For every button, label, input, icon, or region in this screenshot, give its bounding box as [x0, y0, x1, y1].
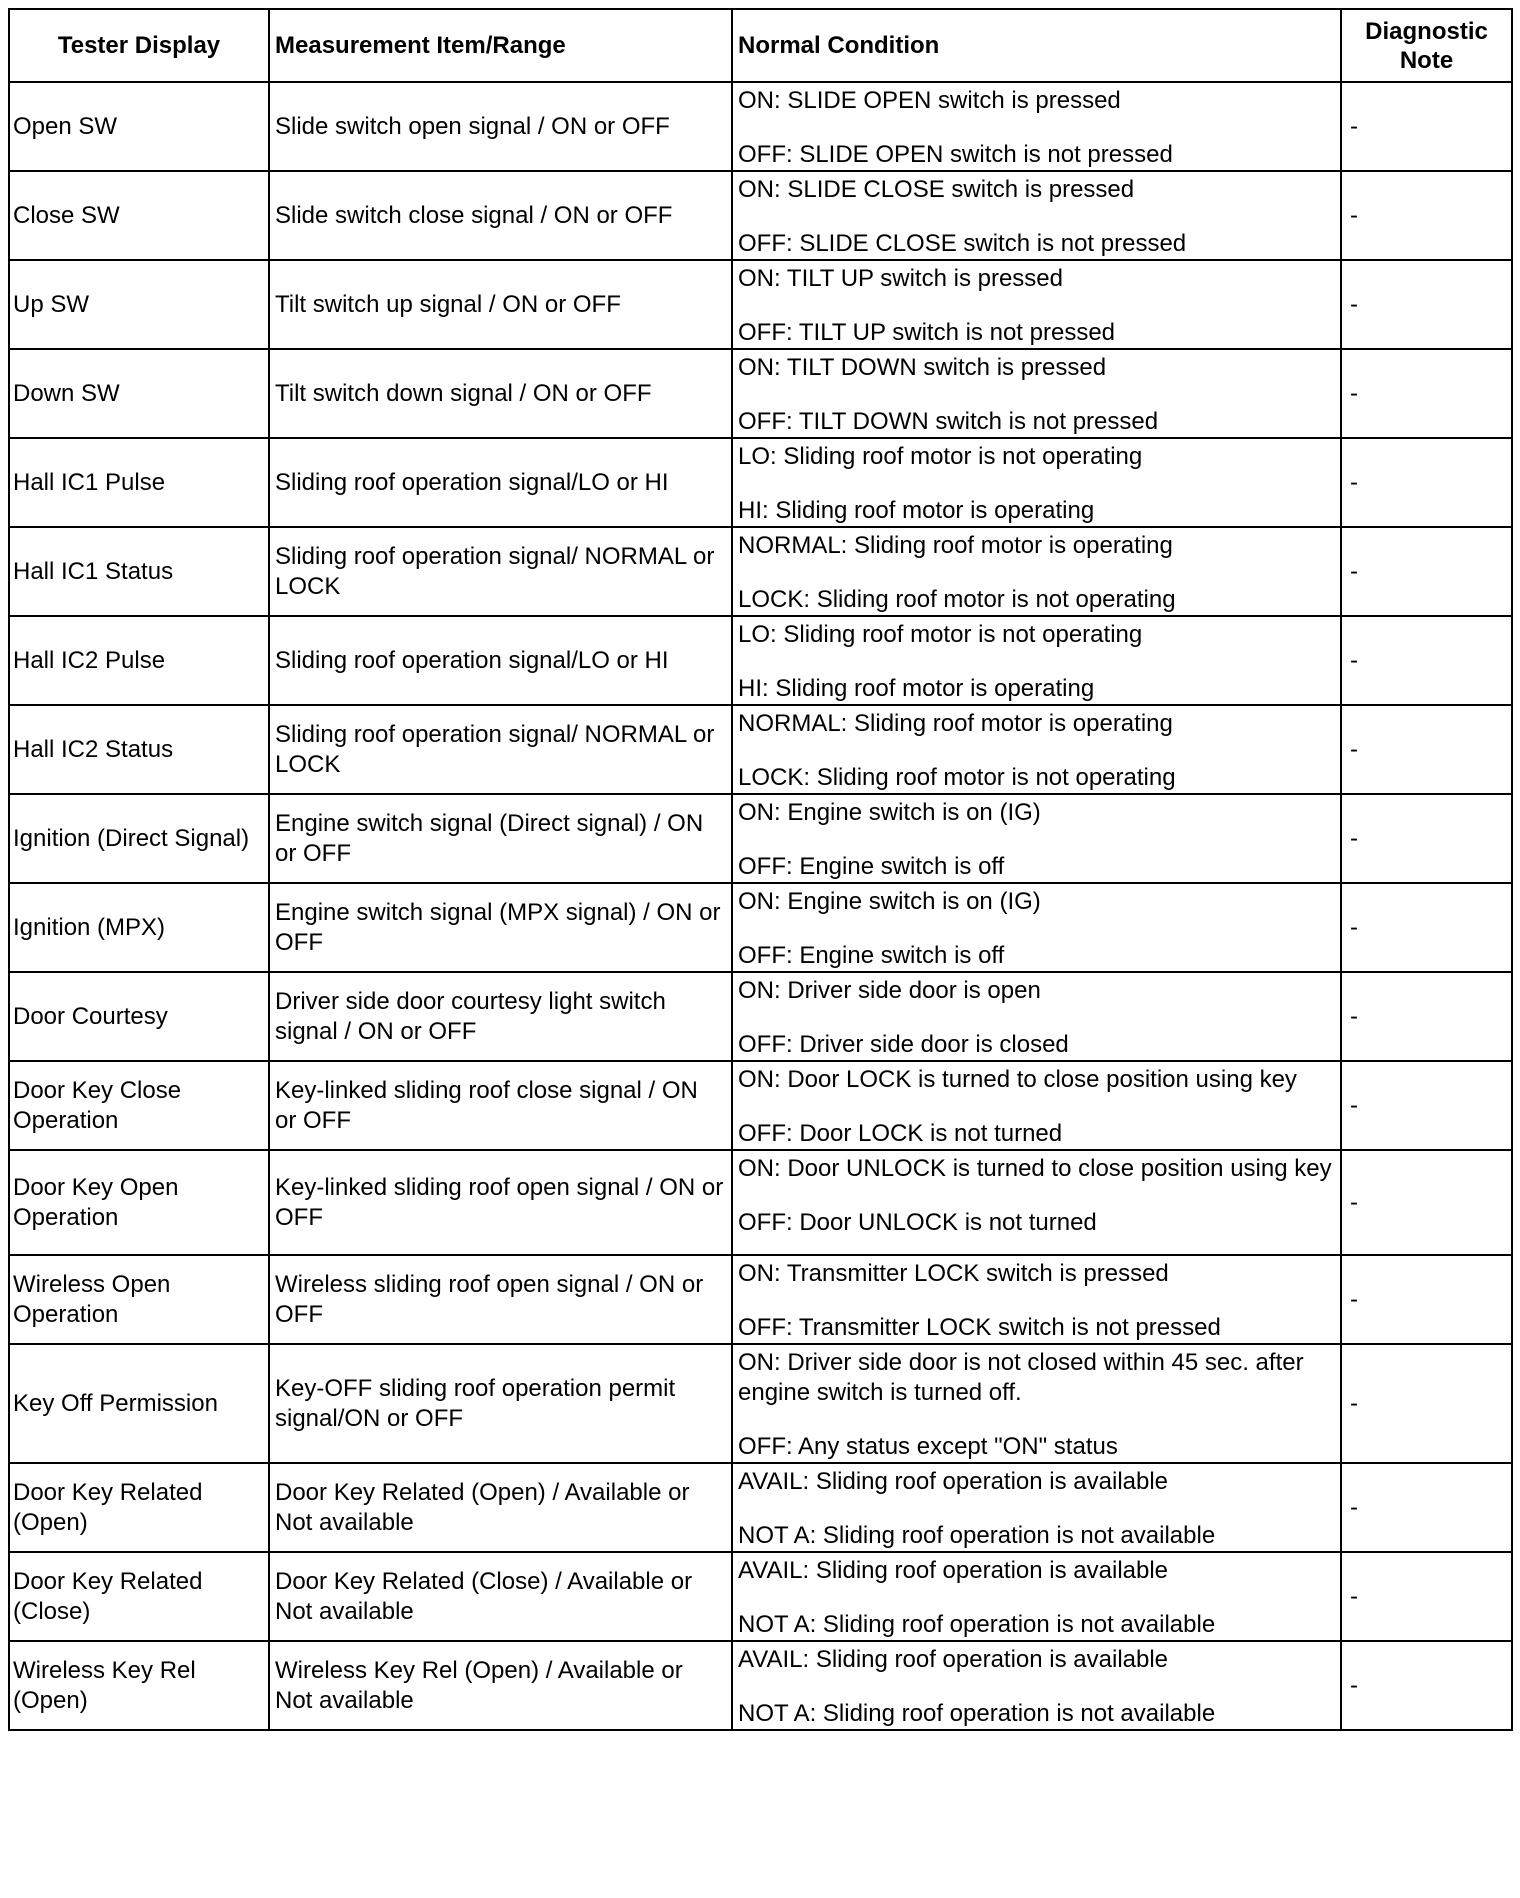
- tester-display-cell: Down SW: [9, 349, 269, 438]
- measurement-cell: Wireless sliding roof open signal / ON or OFF: [269, 1255, 732, 1344]
- measurement-cell: Slide switch close signal / ON or OFF: [269, 171, 732, 260]
- table-row: [9, 438, 1512, 527]
- normal-condition-cell: [732, 794, 1341, 883]
- tester-display-table: [8, 8, 1513, 1731]
- col-header-tester-display: Tester Display: [9, 9, 269, 82]
- table-row: [9, 349, 1512, 438]
- diagnostic-note-cell: -: [1341, 171, 1512, 260]
- diagnostic-note-cell: -: [1341, 794, 1512, 883]
- table-header-row: [9, 9, 1512, 82]
- table-row: [9, 171, 1512, 260]
- diagnostic-note-cell: -: [1341, 260, 1512, 349]
- normal-condition-cell: [732, 705, 1341, 794]
- tester-display-cell: Hall IC1 Status: [9, 527, 269, 616]
- condition-on-text: ON: Door LOCK is turned to close position using key: [738, 1066, 1297, 1093]
- normal-condition-cell: [732, 1463, 1341, 1552]
- tester-display-cell: Wireless Key Rel (Open): [9, 1641, 269, 1730]
- tester-display-cell: Door Key Related (Close): [9, 1552, 269, 1641]
- normal-condition-cell: [732, 1061, 1341, 1150]
- measurement-cell: Slide switch open signal / ON or OFF: [269, 82, 732, 171]
- condition-off-text: LOCK: Sliding roof motor is not operating: [738, 764, 1176, 791]
- condition-off-text: OFF: Transmitter LOCK switch is not pressed: [738, 1314, 1221, 1341]
- condition-off-text: OFF: Driver side door is closed: [738, 1031, 1069, 1058]
- table-row: [9, 616, 1512, 705]
- condition-on-text: ON: Door UNLOCK is turned to close position using key: [738, 1155, 1332, 1182]
- col-header-normal-condition: Normal Condition: [732, 9, 1341, 82]
- tester-display-cell: Door Key Related (Open): [9, 1463, 269, 1552]
- condition-off-text: NOT A: Sliding roof operation is not available: [738, 1611, 1216, 1638]
- normal-condition-cell: [732, 883, 1341, 972]
- condition-off-text: OFF: Any status except "ON" status: [738, 1433, 1118, 1460]
- condition-off-text: OFF: Engine switch is off: [738, 853, 1005, 880]
- condition-on-text: LO: Sliding roof motor is not operating: [738, 621, 1143, 648]
- col-header-diagnostic-note: Diagnostic Note: [1341, 9, 1512, 82]
- tester-display-cell: Ignition (MPX): [9, 883, 269, 972]
- tester-display-cell: Door Key Open Operation: [9, 1150, 269, 1255]
- table-body: [9, 82, 1512, 1730]
- condition-off-text: OFF: SLIDE OPEN switch is not pressed: [738, 141, 1173, 168]
- tester-display-cell: Open SW: [9, 82, 269, 171]
- measurement-cell: Sliding roof operation signal/ NORMAL or LOCK: [269, 705, 732, 794]
- condition-on-text: LO: Sliding roof motor is not operating: [738, 443, 1143, 470]
- normal-condition-cell: [732, 1255, 1341, 1344]
- measurement-cell: Door Key Related (Close) / Available or Not available: [269, 1552, 732, 1641]
- condition-on-text: AVAIL: Sliding roof operation is available: [738, 1468, 1169, 1495]
- diagnostic-note-cell: -: [1341, 527, 1512, 616]
- condition-on-text: ON: Driver side door is open: [738, 977, 1041, 1004]
- condition-off-text: LOCK: Sliding roof motor is not operating: [738, 586, 1176, 613]
- condition-on-text: NORMAL: Sliding roof motor is operating: [738, 532, 1173, 559]
- diagnostic-note-cell: -: [1341, 1344, 1512, 1463]
- normal-condition-cell: [732, 260, 1341, 349]
- table-row: [9, 527, 1512, 616]
- condition-on-text: ON: TILT DOWN switch is pressed: [738, 354, 1107, 381]
- col-header-measurement: Measurement Item/Range: [269, 9, 732, 82]
- table-row: [9, 972, 1512, 1061]
- diagnostic-note-cell: -: [1341, 82, 1512, 171]
- measurement-cell: Engine switch signal (Direct signal) / ON or OFF: [269, 794, 732, 883]
- condition-on-text: ON: TILT UP switch is pressed: [738, 265, 1063, 292]
- normal-condition-cell: [732, 1150, 1341, 1255]
- diagnostic-note-cell: -: [1341, 1552, 1512, 1641]
- diagnostic-note-cell: -: [1341, 1641, 1512, 1730]
- measurement-cell: Tilt switch up signal / ON or OFF: [269, 260, 732, 349]
- condition-off-text: OFF: Door LOCK is not turned: [738, 1120, 1063, 1147]
- normal-condition-cell: [732, 972, 1341, 1061]
- measurement-cell: Key-linked sliding roof open signal / ON or OFF: [269, 1150, 732, 1255]
- tester-display-cell: Door Key Close Operation: [9, 1061, 269, 1150]
- condition-off-text: HI: Sliding roof motor is operating: [738, 675, 1095, 702]
- normal-condition-cell: [732, 1344, 1341, 1463]
- condition-off-text: NOT A: Sliding roof operation is not available: [738, 1700, 1216, 1727]
- normal-condition-cell: [732, 616, 1341, 705]
- diagnostic-note-cell: -: [1341, 972, 1512, 1061]
- condition-off-text: NOT A: Sliding roof operation is not available: [738, 1522, 1216, 1549]
- tester-display-cell: Close SW: [9, 171, 269, 260]
- table-row: [9, 883, 1512, 972]
- tester-display-cell: Hall IC2 Pulse: [9, 616, 269, 705]
- normal-condition-cell: [732, 82, 1341, 171]
- tester-display-cell: Wireless Open Operation: [9, 1255, 269, 1344]
- measurement-cell: Wireless Key Rel (Open) / Available or Not available: [269, 1641, 732, 1730]
- condition-on-text: AVAIL: Sliding roof operation is available: [738, 1646, 1169, 1673]
- normal-condition-cell: [732, 171, 1341, 260]
- normal-condition-cell: [732, 438, 1341, 527]
- condition-off-text: OFF: TILT DOWN switch is not pressed: [738, 408, 1159, 435]
- table-row: [9, 1344, 1512, 1463]
- normal-condition-cell: [732, 527, 1341, 616]
- diagnostic-note-cell: -: [1341, 1061, 1512, 1150]
- condition-off-text: OFF: Engine switch is off: [738, 942, 1005, 969]
- tester-display-cell: Up SW: [9, 260, 269, 349]
- diagnostic-note-cell: -: [1341, 1150, 1512, 1255]
- measurement-cell: Driver side door courtesy light switch signal / ON or OFF: [269, 972, 732, 1061]
- normal-condition-cell: [732, 1552, 1341, 1641]
- condition-on-text: NORMAL: Sliding roof motor is operating: [738, 710, 1173, 737]
- diagnostic-note-cell: -: [1341, 1255, 1512, 1344]
- table-row: [9, 82, 1512, 171]
- measurement-cell: Door Key Related (Open) / Available or Not available: [269, 1463, 732, 1552]
- normal-condition-cell: [732, 349, 1341, 438]
- tester-display-cell: Key Off Permission: [9, 1344, 269, 1463]
- table-row: [9, 794, 1512, 883]
- table-row: [9, 705, 1512, 794]
- diagnostic-note-cell: -: [1341, 705, 1512, 794]
- table-row: [9, 260, 1512, 349]
- measurement-cell: Key-linked sliding roof close signal / ON or OFF: [269, 1061, 732, 1150]
- tester-display-cell: Ignition (Direct Signal): [9, 794, 269, 883]
- condition-off-text: HI: Sliding roof motor is operating: [738, 497, 1095, 524]
- condition-off-text: OFF: SLIDE CLOSE switch is not pressed: [738, 230, 1187, 257]
- tester-display-cell: Hall IC1 Pulse: [9, 438, 269, 527]
- table-row: [9, 1463, 1512, 1552]
- measurement-cell: Sliding roof operation signal/ NORMAL or LOCK: [269, 527, 732, 616]
- condition-on-text: ON: Transmitter LOCK switch is pressed: [738, 1260, 1169, 1287]
- measurement-cell: Sliding roof operation signal/LO or HI: [269, 438, 732, 527]
- diagnostic-note-cell: -: [1341, 438, 1512, 527]
- tester-display-cell: Door Courtesy: [9, 972, 269, 1061]
- tester-display-cell: Hall IC2 Status: [9, 705, 269, 794]
- condition-off-text: OFF: Door UNLOCK is not turned: [738, 1209, 1097, 1236]
- normal-condition-cell: [732, 1641, 1341, 1730]
- condition-on-text: ON: Engine switch is on (IG): [738, 888, 1041, 915]
- measurement-cell: Tilt switch down signal / ON or OFF: [269, 349, 732, 438]
- table-row: [9, 1255, 1512, 1344]
- condition-on-text: ON: Driver side door is not closed within 45 sec. after engine switch is turned off.: [738, 1349, 1304, 1406]
- table-row: [9, 1552, 1512, 1641]
- condition-on-text: ON: SLIDE CLOSE switch is pressed: [738, 176, 1135, 203]
- table-row: [9, 1150, 1512, 1255]
- condition-on-text: AVAIL: Sliding roof operation is available: [738, 1557, 1169, 1584]
- table-row: [9, 1641, 1512, 1730]
- diagnostic-note-cell: -: [1341, 883, 1512, 972]
- condition-on-text: ON: SLIDE OPEN switch is pressed: [738, 87, 1121, 114]
- measurement-cell: Key-OFF sliding roof operation permit signal/ON or OFF: [269, 1344, 732, 1463]
- diagnostic-note-cell: -: [1341, 349, 1512, 438]
- condition-on-text: ON: Engine switch is on (IG): [738, 799, 1041, 826]
- condition-off-text: OFF: TILT UP switch is not pressed: [738, 319, 1116, 346]
- table-row: [9, 1061, 1512, 1150]
- diagnostic-note-cell: -: [1341, 616, 1512, 705]
- diagnostic-note-cell: -: [1341, 1463, 1512, 1552]
- measurement-cell: Sliding roof operation signal/LO or HI: [269, 616, 732, 705]
- measurement-cell: Engine switch signal (MPX signal) / ON or OFF: [269, 883, 732, 972]
